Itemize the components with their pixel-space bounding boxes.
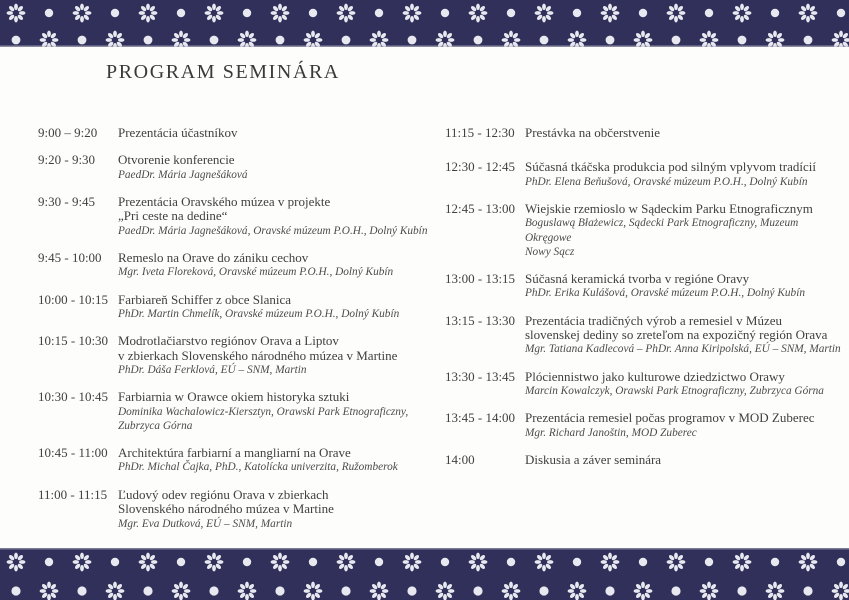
fabric-edge [0,548,849,550]
item-body [118,446,434,475]
program-column-right [445,126,845,480]
item-title-line: Prezentácia tradičných výrob a remesiel v Múzeu [525,312,782,328]
item-title-line: Remeslo na Orave do zániku cechov [118,250,309,266]
item-time: 9:20 - 9:30 [38,152,96,168]
item-speaker-line: PhDr. Erika Kulášová, Oravské múzeum P.O.H., Dolný Kubín [525,287,805,300]
program-item [445,411,845,440]
item-time: 10:00 - 10:15 [38,291,109,307]
page-title: PROGRAM SEMINÁRA [106,61,340,83]
item-body [525,314,845,357]
item-speaker-line: Dominika Wachalowicz-Kiersztyn, Orawski Park Etnograficzny, [118,405,409,418]
item-speaker-line: Mgr. Richard Janoštin, MOD Zuberec [525,426,697,439]
program-item [38,390,434,433]
program-item [38,195,434,238]
item-speaker-line: Nowy Sącz [525,245,575,258]
item-body [525,411,845,440]
item-title-line: Diskusia a záver seminára [525,451,662,467]
program-item [445,272,845,301]
item-speaker-line: PhDr. Dáša Ferklová, EÚ – SNM, Martin [118,364,307,377]
item-title-line: Wiejskie rzemioslo w Sądeckim Parku Etnograficznym [525,201,813,217]
program-item [445,370,845,399]
fabric-strip [0,548,849,600]
item-time: 13:45 - 14:00 [445,410,516,426]
item-body [118,126,434,140]
item-title-line: Farbiareň Schiffer z obce Slanica [118,291,292,307]
item-title-line: Plóciennistwo jako kulturowe dziedzictwo Orawy [525,368,785,384]
program-item [445,453,845,467]
program-item [445,202,845,259]
item-title-line: Súčasná tkáčska produkcia pod silným vplyvom tradícií [525,159,816,175]
program-item [38,153,434,182]
item-speaker-line: Mgr. Eva Dutková, EÚ – SNM, Martin [118,517,293,530]
item-time: 10:45 - 11:00 [38,445,108,461]
item-speaker-line: PhDr. Elena Beňušová, Oravské múzeum P.O.H., Dolný Kubín [525,175,808,188]
item-speaker-line: Mgr. Tatiana Kadlecová – PhDr. Anna Kiripolská, EÚ – SNM, Martin [525,343,841,356]
item-time: 10:30 - 10:45 [38,389,109,405]
program-item [38,126,434,140]
item-body [525,453,845,467]
item-title-line: Prezentácia remesiel počas programov v MOD Zuberec [525,410,815,426]
item-title-line: Ľudový odev regiónu Orava v zbierkach [118,486,329,502]
program-item [38,334,434,377]
item-title-line: „Pri ceste na dedine“ [118,208,228,224]
item-title-line: slovenskej dediny so zreteľom na expozičný región Orava [525,327,828,343]
program-item [445,126,845,140]
item-title-line: Prezentácia účastníkov [118,125,238,140]
item-speaker-line: Mgr. Iveta Floreková, Oravské múzeum P.O.H., Dolný Kubín [118,266,394,279]
item-body [525,126,845,140]
program-column-left [38,126,434,544]
program-item [38,488,434,531]
item-time: 9:00 – 9:20 [38,125,98,140]
item-time: 14:00 [445,451,475,467]
item-title-line: Prezentácia Oravského múzea v projekte [118,194,331,210]
item-body [118,251,434,280]
fabric-border-top [0,0,849,47]
program-item [445,314,845,357]
item-body [525,202,845,259]
item-title-line: Architektúra farbiarní a mangliarní na Orave [118,445,351,461]
item-title-line: Súčasná keramická tvorba v regióne Oravy [525,271,750,287]
item-speaker-line: Zubrzyca Górna [118,419,193,432]
item-time: 13:00 - 13:15 [445,271,516,287]
item-speaker-line: PaedDr. Mária Jagnešáková, Oravské múzeum P.O.H., Dolný Kubín [118,224,428,237]
item-title-line: Otvorenie konferencie [118,152,235,168]
program-item [445,160,845,189]
item-title-line: Farbiarnia w Orawce okiem historyka sztuki [118,389,350,405]
item-time: 10:15 - 10:30 [38,333,109,349]
program-item [38,446,434,475]
item-title-line: Slovenského národného múzea v Martine [118,501,334,517]
program-item [38,293,434,322]
item-body [118,334,434,377]
fabric-edge [0,46,849,48]
item-time: 13:15 - 13:30 [445,312,516,328]
item-time: 11:15 - 12:30 [445,125,515,140]
fabric-border-bottom [0,548,849,600]
item-speaker-line: Boguslawą Błażewicz, Sądecki Park Etnograficzny, Muzeum Okręgowe [525,217,799,244]
item-body [118,293,434,322]
item-time: 12:30 - 12:45 [445,159,516,175]
item-body [118,195,434,238]
item-body [118,390,434,433]
item-speaker-line: Marcin Kowalczyk, Orawski Park Etnograficzny, Zubrzyca Górna [525,385,824,398]
program-item [38,251,434,280]
item-body [525,370,845,399]
item-body [118,153,434,182]
item-title-line: Prestávka na občerstvenie [525,125,661,140]
item-speaker-line: PaedDr. Mária Jagnešáková [118,168,248,181]
item-title-line: Modrotlačiarstvo regiónov Orava a Liptov [118,333,339,349]
item-title-line: v zbierkach Slovenského národného múzea v Martine [118,347,398,363]
item-speaker-line: PhDr. Michal Čajka, PhD., Katolícka univerzita, Ružomberok [118,461,398,474]
item-time: 13:30 - 13:45 [445,368,516,384]
item-body [525,160,845,189]
item-time: 9:30 - 9:45 [38,194,96,210]
item-time: 11:00 - 11:15 [38,486,108,502]
item-time: 9:45 - 10:00 [38,250,102,266]
item-body [525,272,845,301]
item-body [118,488,434,531]
item-speaker-line: PhDr. Martin Chmelík, Oravské múzeum P.O.H., Dolný Kubín [118,308,400,321]
item-time: 12:45 - 13:00 [445,201,516,217]
fabric-strip [0,0,849,47]
